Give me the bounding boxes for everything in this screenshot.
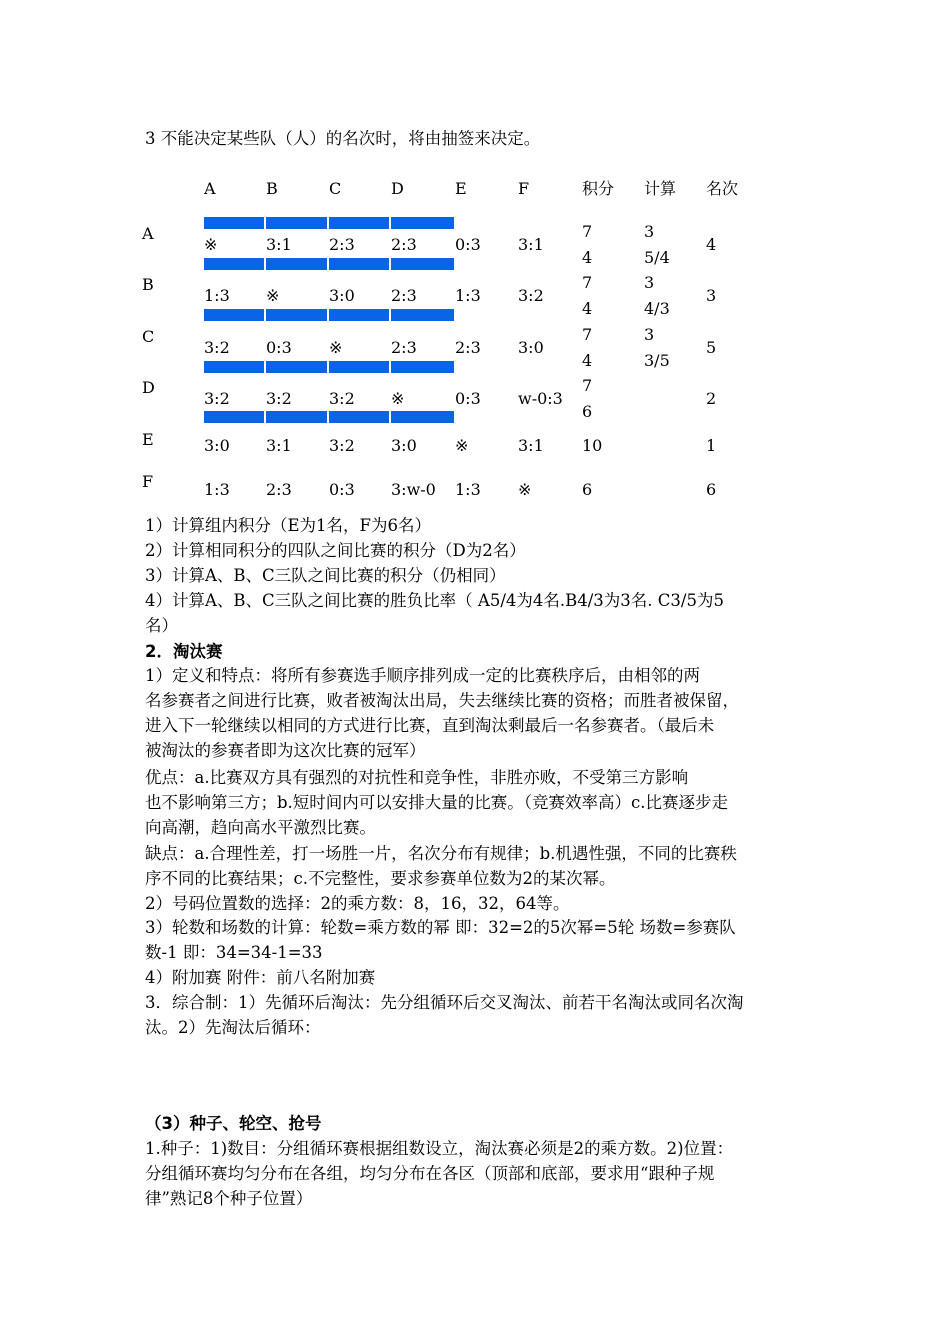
text-line: 1）定义和特点：将所有参赛选手顺序排列成一定的比赛秩序后，由相邻的两 — [145, 666, 700, 685]
column-header: F — [518, 179, 530, 198]
score-cell: 3:2 — [329, 389, 355, 408]
column-header: 计算 — [644, 179, 677, 198]
score-cell: 3:2 — [329, 436, 355, 455]
calc-cell: 5/4 — [644, 248, 670, 267]
row-highlight-bar — [204, 411, 454, 423]
row-label: A — [142, 224, 154, 243]
score-cell: 3:0 — [329, 286, 355, 305]
score-cell: 3:2 — [204, 389, 230, 408]
bar-divider — [327, 258, 329, 270]
score-cell: 1:3 — [455, 286, 481, 305]
text-line: 律”熟记8个种子位置） — [145, 1189, 313, 1208]
score-cell: 2:3 — [266, 480, 292, 499]
score-cell: w-0:3 — [518, 389, 563, 408]
text-line: 缺点：a.合理性差，打一场胜一片，名次分布有规律；b.机遇性强，不同的比赛秩 — [145, 844, 737, 863]
bar-divider — [264, 217, 266, 229]
score-cell: 3:1 — [266, 235, 292, 254]
calc-cell: 3 — [644, 222, 655, 241]
text-line: 2）号码位置数的选择：2的乘方数：8，16，32，64等。 — [145, 894, 570, 913]
score-cell: ※ — [518, 480, 532, 499]
column-header: B — [266, 179, 278, 198]
calc-cell: 3 — [644, 325, 655, 344]
score-cell: 3:1 — [518, 436, 544, 455]
text-line: 进入下一轮继续以相同的方式进行比赛，直到淘汰剩最后一名参赛者。（最后未 — [145, 716, 715, 735]
section-heading: 2．淘汰赛 — [145, 642, 223, 661]
points-cell: 7 — [582, 222, 593, 241]
score-cell: 3:2 — [518, 286, 544, 305]
text-line: 优点：a.比赛双方具有强烈的对抗性和竞争性，非胜亦败，不受第三方影响 — [145, 768, 689, 787]
score-cell: 2:3 — [391, 286, 417, 305]
score-cell: ※ — [204, 235, 218, 254]
bar-divider — [264, 258, 266, 270]
score-cell: 0:3 — [455, 389, 481, 408]
score-cell: 2:3 — [391, 235, 417, 254]
section-heading: （3）种子、轮空、抢号 — [145, 1114, 322, 1133]
text-line: 向高潮，趋向高水平激烈比赛。 — [145, 818, 376, 837]
row-highlight-bar — [204, 361, 454, 373]
score-cell: 0:3 — [329, 480, 355, 499]
text-line: 名） — [145, 616, 178, 635]
text-line: 1.种子：1)数目：分组循环赛根据组数设立，淘汰赛必须是2的乘方数。2)位置： — [145, 1139, 734, 1158]
bar-divider — [327, 217, 329, 229]
text-line: 序不同的比赛结果；c.不完整性，要求参赛单位数为2的某次幂。 — [145, 869, 616, 888]
rank-cell: 4 — [706, 235, 717, 254]
score-cell: 1:3 — [204, 480, 230, 499]
points-cell: 10 — [582, 436, 603, 455]
points-cell: 4 — [582, 299, 593, 318]
column-header: D — [391, 179, 404, 198]
score-cell: 3:0 — [518, 338, 544, 357]
text-line: 3．综合制：1）先循环后淘汰：先分组循环后交叉淘汰、前若干名淘汰或同名次淘 — [145, 993, 744, 1012]
text-line: 分组循环赛均匀分布在各组，均匀分布在各区（顶部和底部，要求用“跟种子规 — [145, 1164, 715, 1183]
points-cell: 6 — [582, 402, 593, 421]
bar-divider — [327, 309, 329, 321]
rank-cell: 1 — [706, 436, 717, 455]
calc-cell: 4/3 — [644, 299, 670, 318]
score-cell: 3:w-0 — [391, 480, 436, 499]
row-label: B — [142, 275, 154, 294]
text-line: 数-1 即：34=34-1=33 — [145, 943, 323, 962]
score-cell: 2:3 — [329, 235, 355, 254]
text-line: 3）轮数和场数的计算：轮数=乘方数的幂 即：32=2的5次幂=5轮 场数=参赛队 — [145, 918, 736, 937]
column-header: 积分 — [582, 179, 615, 198]
score-cell: 3:2 — [204, 338, 230, 357]
points-cell: 6 — [582, 480, 593, 499]
bar-divider — [327, 361, 329, 373]
row-label: C — [142, 327, 155, 346]
bar-divider — [264, 309, 266, 321]
score-cell: ※ — [266, 286, 280, 305]
text-line: 2）计算相同积分的四队之间比赛的积分（D为2名） — [145, 541, 526, 560]
intro-line: 3 不能决定某些队（人）的名次时，将由抽签来决定。 — [145, 129, 541, 148]
bar-divider — [264, 361, 266, 373]
text-line: 4）计算A、B、C三队之间比赛的胜负比率（ A5/4为4名.B4/3为3名. C3/5为5 — [145, 591, 724, 610]
points-cell: 7 — [582, 273, 593, 292]
rank-cell: 3 — [706, 286, 717, 305]
bar-divider — [389, 411, 391, 423]
bar-divider — [389, 309, 391, 321]
row-highlight-bar — [204, 217, 454, 229]
text-line: 名参赛者之间进行比赛，败者被淘汰出局，失去继续比赛的资格；而胜者被保留， — [145, 691, 739, 710]
text-line: 4）附加赛 附件：前八名附加赛 — [145, 968, 376, 987]
points-cell: 7 — [582, 376, 593, 395]
score-cell: 3:0 — [204, 436, 230, 455]
points-cell: 7 — [582, 325, 593, 344]
column-header: C — [329, 179, 342, 198]
row-highlight-bar — [204, 258, 454, 270]
calc-cell: 3/5 — [644, 351, 670, 370]
row-label: E — [142, 430, 154, 449]
points-cell: 4 — [582, 351, 593, 370]
row-highlight-bar — [204, 309, 454, 321]
bar-divider — [389, 258, 391, 270]
score-cell: 1:3 — [455, 480, 481, 499]
bar-divider — [327, 411, 329, 423]
text-line: 也不影响第三方；b.短时间内可以安排大量的比赛。（竞赛效率高）c.比赛逐步走 — [145, 793, 729, 812]
row-label: F — [142, 472, 154, 491]
bar-divider — [264, 411, 266, 423]
column-header: A — [204, 179, 216, 198]
text-line: 被淘汰的参赛者即为这次比赛的冠军） — [145, 741, 426, 760]
score-cell: 2:3 — [391, 338, 417, 357]
score-cell: 3:2 — [266, 389, 292, 408]
text-line: 1）计算组内积分（E为1名，F为6名） — [145, 516, 431, 535]
points-cell: 4 — [582, 248, 593, 267]
column-header: E — [455, 179, 467, 198]
score-cell: ※ — [391, 389, 405, 408]
bar-divider — [389, 217, 391, 229]
score-cell: 2:3 — [455, 338, 481, 357]
score-cell: 0:3 — [455, 235, 481, 254]
score-cell: 3:0 — [391, 436, 417, 455]
text-line: 3）计算A、B、C三队之间比赛的积分（仍相同） — [145, 566, 506, 585]
rank-cell: 5 — [706, 338, 717, 357]
score-cell: 1:3 — [204, 286, 230, 305]
score-cell: 0:3 — [266, 338, 292, 357]
score-cell: ※ — [455, 436, 469, 455]
row-label: D — [142, 378, 155, 397]
rank-cell: 2 — [706, 389, 717, 408]
score-cell: 3:1 — [266, 436, 292, 455]
bar-divider — [389, 361, 391, 373]
score-cell: 3:1 — [518, 235, 544, 254]
score-cell: ※ — [329, 338, 343, 357]
rank-cell: 6 — [706, 480, 717, 499]
text-line: 汰。2）先淘汰后循环： — [145, 1018, 321, 1037]
column-header: 名次 — [706, 179, 739, 198]
calc-cell: 3 — [644, 273, 655, 292]
